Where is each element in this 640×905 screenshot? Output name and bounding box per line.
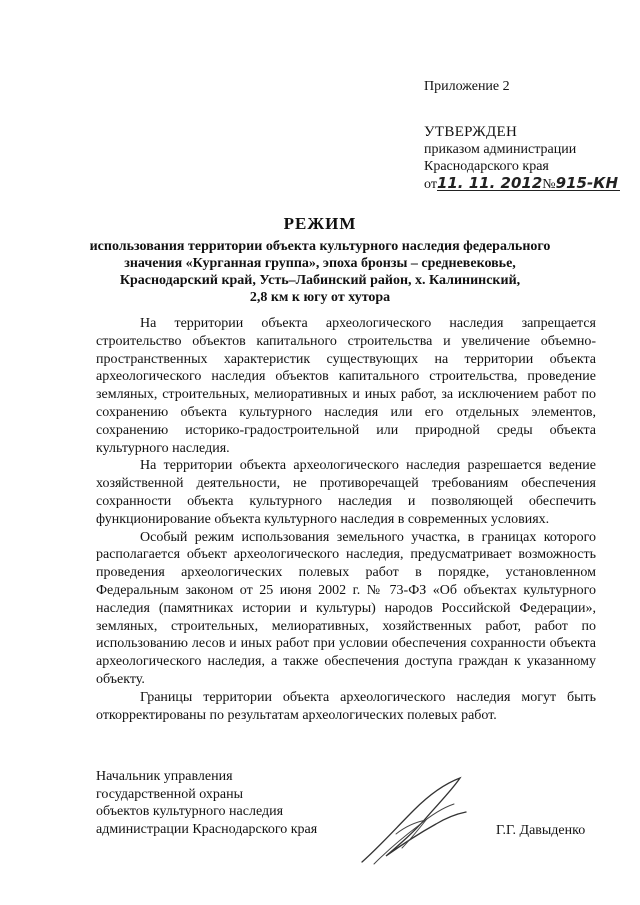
document-body [96,315,596,724]
from-prefix: от [424,177,437,192]
annex-label: Приложение 2 [424,79,510,94]
signatory-title [96,768,317,838]
title-line-3: Краснодарский край, Усть–Лабинский район, х. Калининский, [119,273,521,288]
paragraph: Особый режим использования земельного участка, в границах которого располагается объект археологического наследия, предусматривает возможность проведения археологических полевых работ в порядке, установленном Федеральным законом от 25 июня 2002 г. № 73-ФЗ «Об объектах культурного наследия (памятниках истории и культуры) народов Российской Федерации», земляных, строительных, мелиоративных, хозяйственных работ, работ по использованию лесов и иных работ при условии обеспечения сохранности объекта археологического наследия, а также обеспечения доступа граждан к указанному объекту. [96,529,596,687]
approval-line-2: Краснодарского края [424,159,549,174]
document-title: РЕЖИМ [283,214,357,233]
approval-date-line [424,175,618,193]
signatory-line-2: государственной охраны [96,786,244,802]
handwritten-signature [356,774,472,870]
title-line-4: 2,8 км к югу от хутора [249,290,391,305]
title-line-1: использования территории объекта культурного наследия федерального [89,239,551,254]
paragraph: Границы территории объекта археологического наследия могут быть откорректированы по результатам археологических полевых работ. [96,689,596,723]
signatory-line-4: администрации Краснодарского края [96,821,318,837]
approval-date: 11. 11. 2012 [436,174,543,192]
approved-heading: УТВЕРЖДЕН [424,124,518,140]
approval-line-1: приказом администрации [424,142,577,157]
paragraph: На территории объекта археологического наследия разрешается ведение хозяйственной деятельности, не противоречащей требованиям обеспечения сохранности объекта культурного наследия и позволяющей обеспечить функционирование объекта культурного наследия в современных условиях. [96,458,596,527]
signatory-name: Г.Г. Давыденко [496,823,586,838]
number-sign: № [542,177,556,192]
paragraph: На территории объекта археологического наследия запрещается строительство объектов капитального строительства и увеличение объемно-пространственных характеристик существующих на территории объекта археологического наследия объектов капитального строительства, проведение земляных, строительных, мелиоративных и иных работ, за исключением работ по сохранению объекта культурного наследия или его отдельных элементов, сохранению историко-градостроительной или природной среды объекта культурного наследия. [96,316,596,456]
title-line-2: значения «Курганная группа», эпоха бронзы – средневековье, [124,256,516,271]
approval-number: 915-КН [555,174,618,192]
title-block [60,214,580,306]
signatory-line-3: объектов культурного наследия [96,804,284,820]
signatory-line-1: Начальник управления [96,769,233,784]
approval-block [424,78,618,193]
